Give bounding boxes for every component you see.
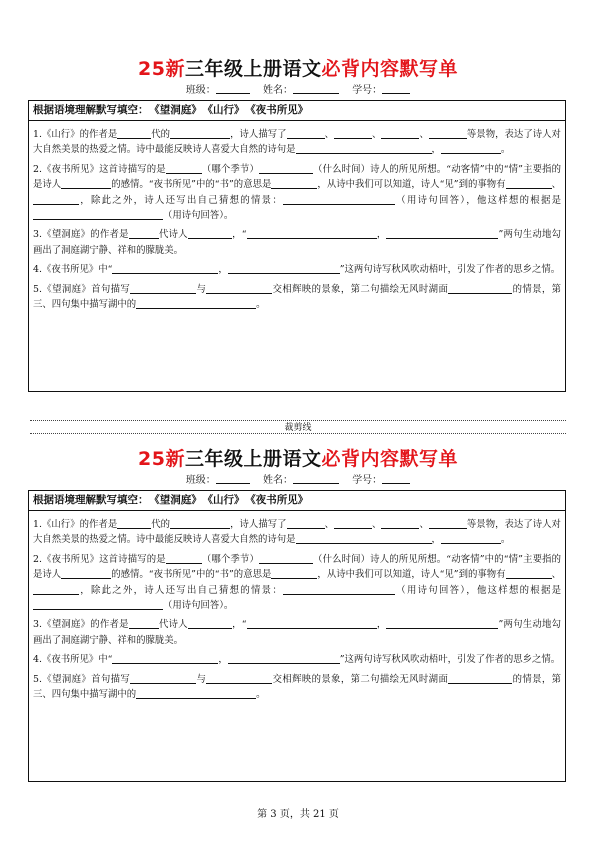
cut-line-label: 裁剪线 [284,423,312,433]
student-info-row [0,473,596,489]
question-box [28,100,566,392]
name-label: 姓名： [263,475,293,486]
answer-blank[interactable] [441,143,501,154]
answer-blank[interactable] [381,518,419,529]
header-lead: 根据语境理解默写填空： [33,104,149,116]
question-5: 5.《望洞庭》首句描写 与 交相辉映的景象，第二句描绘无风时湖面 的情景，第三、四句集中描写湖中的 。 [33,283,561,311]
answer-blank[interactable] [472,673,512,684]
answer-blank[interactable] [472,283,512,294]
answer-blank[interactable] [117,518,151,529]
class-label: 班级： [185,85,216,96]
answer-blank[interactable] [386,618,498,629]
header-poem-3: 《夜书所见》 [250,494,309,506]
header-poem-1: 《望洞庭》 [154,104,202,116]
answer-blank[interactable] [429,518,467,529]
header-poem-3: 《夜书所见》 [250,104,309,116]
answer-blank[interactable] [259,553,313,564]
answer-blank[interactable] [117,128,151,139]
answer-blank[interactable] [287,518,325,529]
header-poem-2: 《山行》 [207,104,245,116]
answer-blank[interactable] [61,178,111,189]
answer-blank[interactable] [271,568,317,579]
name-blank[interactable] [293,473,339,484]
answer-blank[interactable] [33,194,79,205]
answer-blank[interactable] [334,128,372,139]
question-box [28,490,566,782]
answer-blank[interactable] [33,584,79,595]
answer-blank[interactable] [206,673,272,684]
answer-blank[interactable] [166,163,202,174]
worksheet-title [0,56,596,82]
header-poem-2: 《山行》 [207,494,245,506]
answer-blank[interactable] [130,673,196,684]
answer-blank[interactable] [259,163,313,174]
answer-blank[interactable] [271,178,317,189]
answer-blank[interactable] [170,518,230,529]
answer-blank[interactable] [228,263,340,274]
question-2: 2.《夜书所见》这首诗描写的是 （哪个季节） （什么时间）诗人的所见所想。“动客情”中的“情”主要指的是诗人 的感情。“夜书所见”中的“书”的意思是 ，从诗中我们可以知道，诗人“见”到的事物有 、，除此之外，诗人还写出自己猜想的情景： （用诗句回答），他这样想的根据是（用诗句回答）。 [33,163,561,222]
worksheet-bottom [0,446,596,701]
answer-blank[interactable] [170,128,230,139]
answer-blank[interactable] [296,143,372,154]
worksheet-title [0,446,596,472]
class-label: 班级： [185,475,216,486]
answer-blank[interactable] [372,143,432,154]
answer-blank[interactable] [296,533,372,544]
answer-blank[interactable] [61,568,111,579]
answer-blank[interactable] [136,298,256,309]
name-label: 姓名： [263,85,293,96]
answer-blank[interactable] [441,533,501,544]
header-poem-1: 《望洞庭》 [154,494,202,506]
id-blank[interactable] [382,473,410,484]
answer-blank[interactable] [33,209,163,220]
answer-blank[interactable] [372,533,432,544]
box-header [29,101,565,121]
id-label: 学号： [352,475,383,486]
question-2: 2.《夜书所见》这首诗描写的是 （哪个季节） （什么时间）诗人的所见所想。“动客情”中的“情”主要指的是诗人 的感情。“夜书所见”中的“书”的意思是 ，从诗中我们可以知道，诗人“见”到的事物有 、，除此之外，诗人还写出自己猜想的情景： （用诗句回答），他这样想的根据是（用诗句回答）。 [33,553,561,612]
answer-blank[interactable] [506,568,552,579]
answer-blank[interactable] [33,599,163,610]
answer-blank[interactable] [283,584,395,595]
answer-blank[interactable] [506,178,552,189]
answer-blank[interactable] [166,553,202,564]
answer-blank[interactable] [206,283,272,294]
question-5: 5.《望洞庭》首句描写 与 交相辉映的景象，第二句描绘无风时湖面 的情景，第三、四句集中描写湖中的 。 [33,673,561,701]
answer-blank[interactable] [188,228,232,239]
id-label: 学号： [352,85,383,96]
box-header [29,491,565,511]
title-part-2: 三年级上册语文 [184,448,322,470]
title-part-3: 必背内容默写单 [321,448,458,470]
worksheet-top [0,56,596,311]
cut-line-dots-lower [30,433,566,434]
id-blank[interactable] [382,83,410,94]
answer-blank[interactable] [228,653,340,664]
class-blank[interactable] [216,83,250,94]
answer-blank[interactable] [130,283,196,294]
student-info-row [0,83,596,99]
answer-blank[interactable] [136,688,256,699]
cut-line [30,420,566,434]
question-3: 3.《望洞庭》的作者是 代诗人 ，“ ， ”两句生动地勾画出了洞庭湖宁静、祥和的朦胧美。 [33,229,561,256]
questions [29,127,565,312]
questions [29,517,565,702]
page-footer: 第 3 页，共 21 页 [257,809,339,820]
answer-blank[interactable] [129,618,159,629]
question-4: 4.《夜书所见》中“ ， ”这两句诗写秋风吹动梧叶，引发了作者的思乡之情。 [33,264,561,276]
class-blank[interactable] [216,473,250,484]
question-1: 1.《山行》的作者是 代的 ，诗人描写了 、 、 、 等景物，表达了诗人对大自然美景的热爱之情。诗中最能反映诗人喜爱大自然的诗句是 ， 。 [33,129,561,156]
question-1: 1.《山行》的作者是 代的 ，诗人描写了 、 、 、 等景物，表达了诗人对大自然美景的热爱之情。诗中最能反映诗人喜爱大自然的诗句是 ， 。 [33,519,561,546]
answer-blank[interactable] [334,518,372,529]
title-part-1: 25新 [138,448,185,470]
title-part-1: 25新 [138,58,185,80]
answer-blank[interactable] [112,263,218,274]
answer-blank[interactable] [247,618,377,629]
answer-blank[interactable] [429,128,467,139]
answer-blank[interactable] [188,618,232,629]
title-part-3: 必背内容默写单 [321,58,458,80]
answer-blank[interactable] [129,228,159,239]
question-3: 3.《望洞庭》的作者是 代诗人 ，“ ， ”两句生动地勾画出了洞庭湖宁静、祥和的朦胧美。 [33,619,561,646]
answer-blank[interactable] [247,228,377,239]
answer-blank[interactable] [283,194,395,205]
answer-blank[interactable] [386,228,498,239]
name-blank[interactable] [293,83,339,94]
answer-blank[interactable] [448,283,472,294]
answer-blank[interactable] [381,128,419,139]
question-4: 4.《夜书所见》中“ ， ”这两句诗写秋风吹动梧叶，引发了作者的思乡之情。 [33,654,561,666]
header-lead: 根据语境理解默写填空： [33,494,149,506]
answer-blank[interactable] [287,128,325,139]
answer-blank[interactable] [112,653,218,664]
answer-blank[interactable] [448,673,472,684]
cut-line-dots-upper [30,420,566,421]
title-part-2: 三年级上册语文 [184,58,322,80]
